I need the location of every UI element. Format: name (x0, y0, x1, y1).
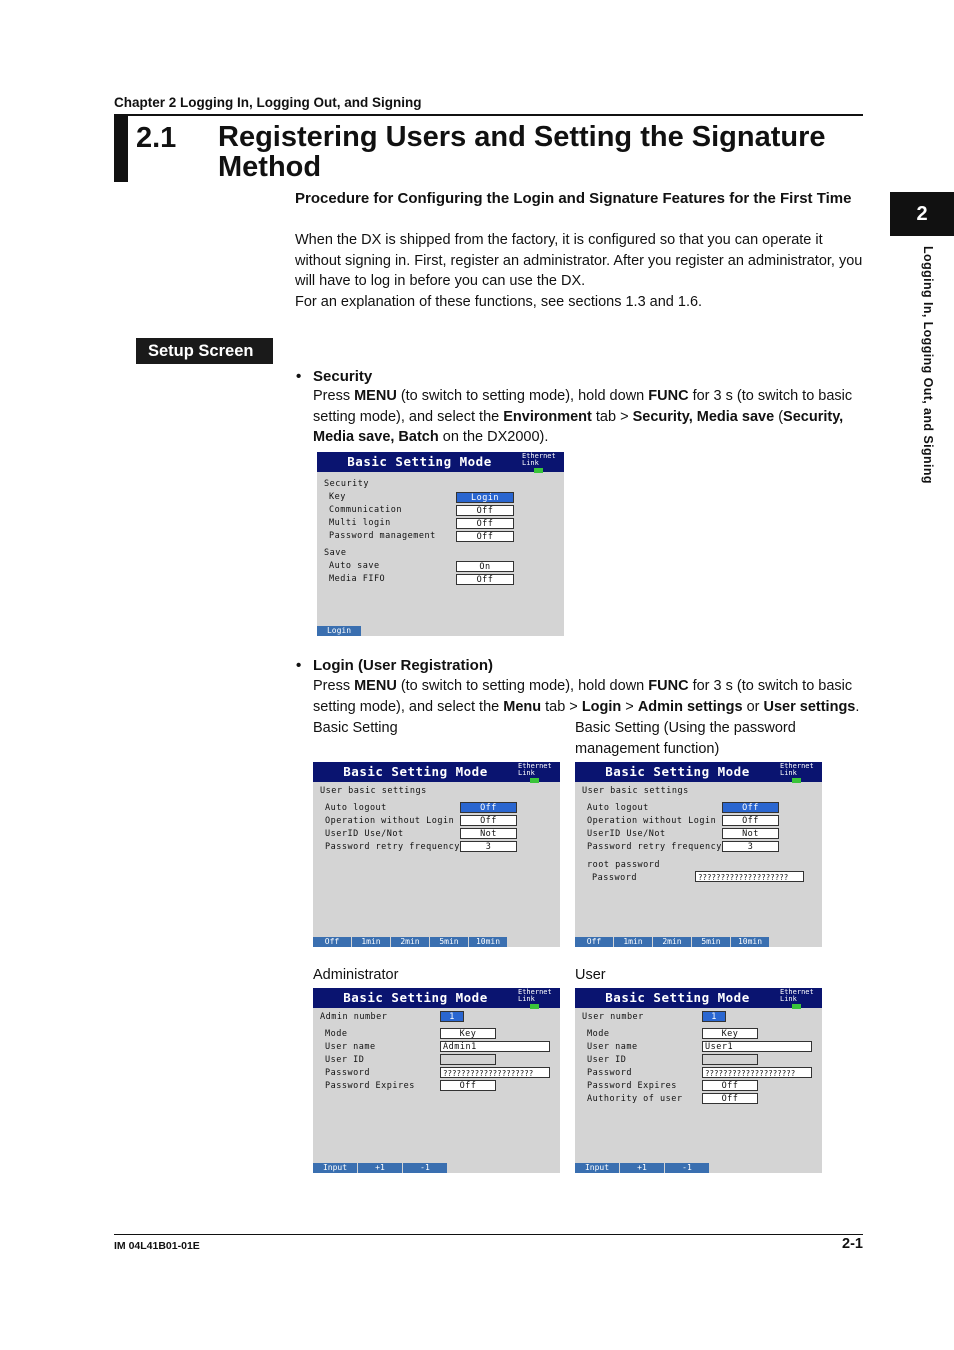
field-label: User ID (587, 1055, 627, 1065)
field-label: User name (325, 1042, 376, 1052)
communication-field[interactable]: Off (456, 505, 514, 516)
screen-header (317, 452, 564, 472)
screen-title: Basic Setting Mode (343, 764, 488, 779)
ethernet-indicator: Ethernet Link (780, 763, 820, 783)
screen-header (313, 988, 560, 1008)
field-label: Password (592, 873, 637, 883)
userid-use-field[interactable]: Not (722, 828, 779, 839)
chapter-side-label: Logging In, Logging Out, and Signing (921, 246, 935, 484)
auto-logout-field[interactable]: Off (722, 802, 779, 813)
ethernet-indicator: Ethernet Link (518, 763, 558, 783)
link-led-icon (792, 778, 801, 783)
softkey-button[interactable]: 5min (430, 937, 468, 947)
chapter-tab: 2 (890, 192, 954, 236)
security-bullet: • (296, 368, 302, 385)
password-field[interactable]: ???????????????????? (702, 1067, 812, 1078)
operation-without-login-field[interactable]: Off (460, 815, 517, 826)
basic-setting-screen (313, 762, 560, 947)
screen-header (575, 988, 822, 1008)
auto-save-field[interactable]: On (456, 561, 514, 572)
field-label: Mode (325, 1029, 348, 1039)
section-number: 2.1 (136, 122, 177, 154)
userid-use-field[interactable]: Not (460, 828, 517, 839)
security-instructions: Press MENU (to switch to setting mode), hold down FUNC for 3 s (to switch to basic setting mode), and select the Environment tab > Security, Media save (Security, Media save, Batch on the DX2000). (313, 388, 853, 445)
decrement-button[interactable]: -1 (403, 1163, 447, 1173)
group-label: Save (324, 548, 347, 558)
intro-paragraph-2: For an explanation of these functions, see sections 1.3 and 1.6. (295, 293, 703, 310)
user-id-field[interactable] (440, 1054, 496, 1065)
softkey-bar (313, 937, 508, 947)
user-number-field[interactable]: 1 (702, 1011, 726, 1022)
admin-number-field[interactable]: 1 (440, 1011, 464, 1022)
password-expires-field[interactable]: Off (702, 1080, 758, 1091)
softkey-button[interactable]: 10min (469, 937, 507, 947)
section-title-line1: Registering Users and Setting the Signature (218, 121, 826, 153)
field-label: Auto logout (587, 803, 649, 813)
field-label: User name (587, 1042, 638, 1052)
mode-field[interactable]: Key (440, 1028, 496, 1039)
field-label: Password (587, 1068, 632, 1078)
softkey-button[interactable]: 1min (352, 937, 390, 947)
field-label: Password retry frequency (587, 842, 722, 852)
softkey-button[interactable]: Login (317, 626, 361, 636)
field-label: Auto save (329, 561, 380, 571)
field-label: Password Expires (325, 1081, 415, 1091)
softkey-bar (575, 937, 770, 947)
multi-login-field[interactable]: Off (456, 518, 514, 529)
decrement-button[interactable]: -1 (665, 1163, 709, 1173)
field-label: Password Expires (587, 1081, 677, 1091)
screen-title: Basic Setting Mode (605, 990, 750, 1005)
field-label: Password management (329, 531, 436, 541)
link-led-icon (530, 778, 539, 783)
field-label: UserID Use/Not (587, 829, 666, 839)
field-label: Multi login (329, 518, 391, 528)
caption-basic-setting-pw: Basic Setting (Using the password management function) (575, 720, 796, 757)
field-label: Password (325, 1068, 370, 1078)
user-name-field[interactable]: Admin1 (440, 1041, 550, 1052)
operation-without-login-field[interactable]: Off (722, 815, 779, 826)
page-number: 2-1 (842, 1236, 863, 1252)
group-label: Security (324, 479, 369, 489)
group-label: User basic settings (320, 786, 427, 796)
header-rule (114, 114, 863, 116)
field-label: Media FIFO (329, 574, 386, 584)
field-label: Operation without Login (587, 816, 717, 826)
ethernet-indicator: Ethernet Link (522, 453, 562, 473)
softkey-button[interactable]: 10min (731, 937, 769, 947)
group-label: root password (587, 860, 661, 870)
password-management-field[interactable]: Off (456, 531, 514, 542)
field-label: Mode (587, 1029, 610, 1039)
softkey-button[interactable]: 5min (692, 937, 730, 947)
softkey-button[interactable]: 2min (653, 937, 691, 947)
field-label: Communication (329, 505, 403, 515)
setup-screen-tag: Setup Screen (136, 338, 273, 364)
screen-header (313, 762, 560, 782)
softkey-bar (575, 1163, 710, 1173)
field-label: Key (329, 492, 346, 502)
user-screen (575, 988, 822, 1173)
section-title-bar (114, 116, 128, 182)
root-password-field[interactable]: ???????????????????? (695, 871, 804, 882)
softkey-button[interactable]: Off (313, 937, 351, 947)
field-label: Password retry frequency (325, 842, 460, 852)
field-label: UserID Use/Not (325, 829, 404, 839)
chapter-header: Chapter 2 Logging In, Logging Out, and Signing (114, 95, 422, 110)
section-title-line2: Method (218, 151, 322, 183)
security-screen (317, 452, 564, 636)
ethernet-indicator: Ethernet Link (780, 989, 820, 1009)
auto-logout-field[interactable]: Off (460, 802, 517, 813)
softkey-button[interactable]: 1min (614, 937, 652, 947)
link-led-icon (792, 1004, 801, 1009)
softkey-bar (317, 626, 362, 636)
login-heading: Login (User Registration) (313, 657, 494, 674)
password-expires-field[interactable]: Off (440, 1080, 496, 1091)
increment-button[interactable]: +1 (620, 1163, 664, 1173)
screen-title: Basic Setting Mode (343, 990, 488, 1005)
input-button[interactable]: Input (575, 1163, 619, 1173)
security-heading: Security (313, 368, 373, 385)
procedure-intro (295, 230, 865, 312)
user-name-field[interactable]: User1 (702, 1041, 812, 1052)
administrator-screen (313, 988, 560, 1173)
softkey-button[interactable]: Off (575, 937, 613, 947)
link-led-icon (530, 1004, 539, 1009)
increment-button[interactable]: +1 (358, 1163, 402, 1173)
screen-header (575, 762, 822, 782)
password-field[interactable]: ???????????????????? (440, 1067, 550, 1078)
field-label: User number (582, 1012, 644, 1022)
group-label: User basic settings (582, 786, 689, 796)
field-label: Authority of user (587, 1094, 683, 1104)
softkey-button[interactable]: 2min (391, 937, 429, 947)
section-title (218, 122, 858, 182)
document-id: IM 04L41B01-01E (114, 1240, 200, 1252)
input-button[interactable]: Input (313, 1163, 357, 1173)
user-id-field[interactable] (702, 1054, 758, 1065)
field-label: Auto logout (325, 803, 387, 813)
procedure-heading: Procedure for Configuring the Login and Signature Features for the First Time (295, 190, 852, 207)
field-label: Admin number (320, 1012, 388, 1022)
footer-rule (114, 1234, 863, 1235)
field-label: User ID (325, 1055, 365, 1065)
intro-paragraph-1: When the DX is shipped from the factory, it is configured so that you can operate it without signing in. First, register an administrator. After you register an administrator, you will have to log in before you can use the DX. (295, 232, 863, 289)
ethernet-indicator: Ethernet Link (518, 989, 558, 1009)
login-instructions: Press MENU (to switch to setting mode), hold down FUNC for 3 s (to switch to basic setting mode), and select the Menu tab > Login > Admin settings or User settings. (313, 678, 860, 715)
authority-field[interactable]: Off (702, 1093, 758, 1104)
password-retry-field[interactable]: 3 (460, 841, 517, 852)
link-led-icon (534, 468, 543, 473)
caption-user: User (575, 967, 606, 983)
caption-administrator: Administrator (313, 967, 399, 983)
screen-title: Basic Setting Mode (347, 454, 492, 469)
media-fifo-field[interactable]: Off (456, 574, 514, 585)
screen-title: Basic Setting Mode (605, 764, 750, 779)
softkey-bar (313, 1163, 448, 1173)
basic-setting-pw-screen (575, 762, 822, 947)
caption-basic-setting: Basic Setting (313, 720, 398, 736)
password-retry-field[interactable]: 3 (722, 841, 779, 852)
login-bullet: • (296, 657, 302, 674)
field-label: Operation without Login (325, 816, 455, 826)
key-field[interactable]: Login (456, 492, 514, 503)
mode-field[interactable]: Key (702, 1028, 758, 1039)
